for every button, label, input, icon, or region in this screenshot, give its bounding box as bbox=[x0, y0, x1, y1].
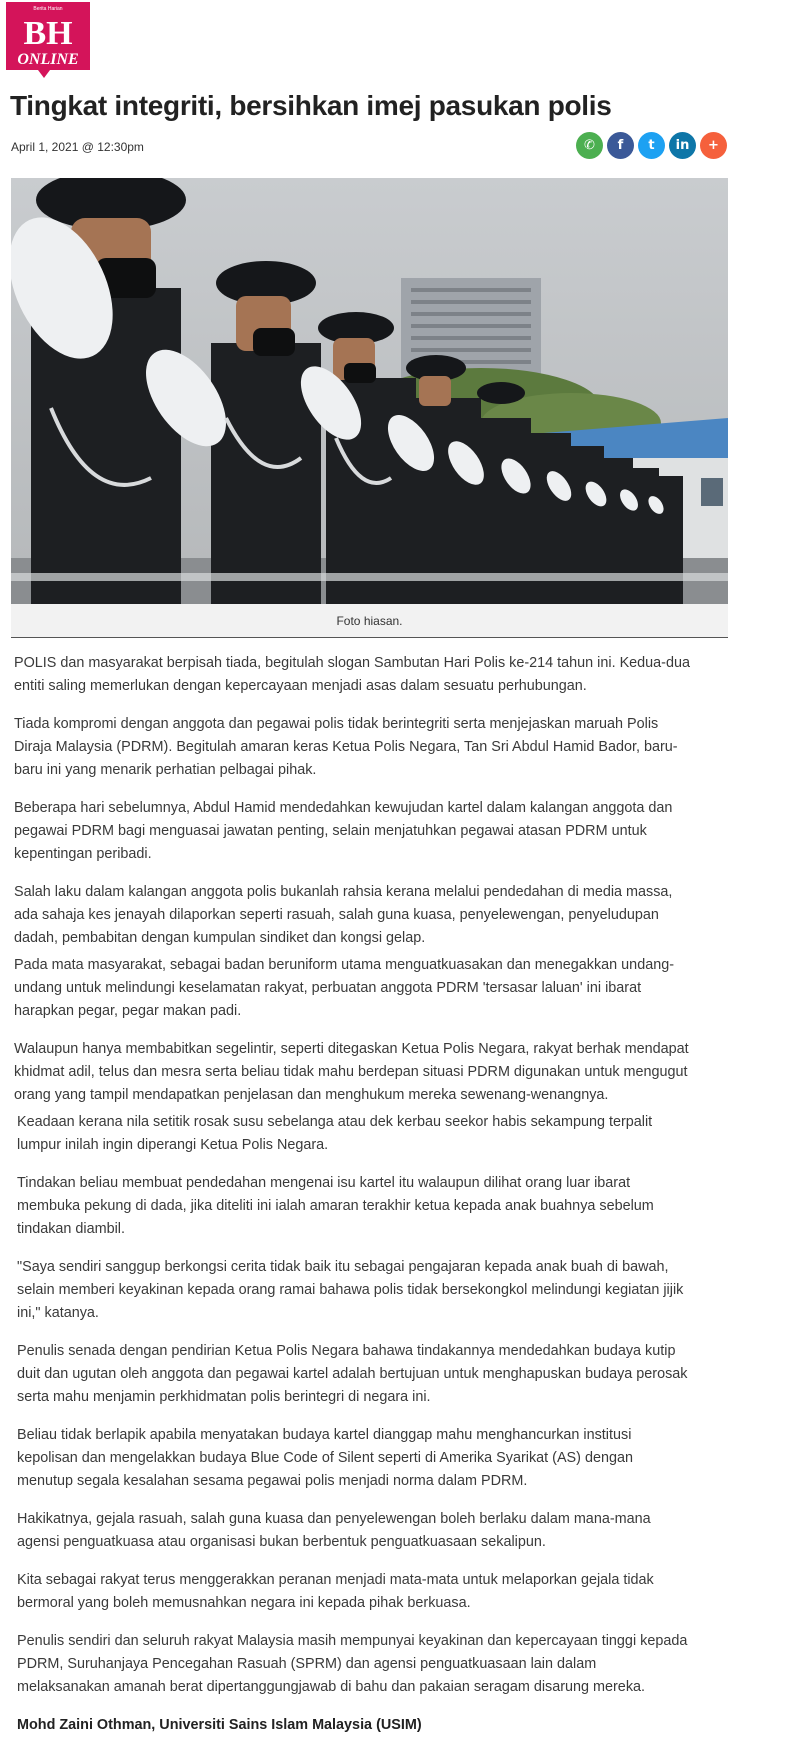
article-paragraph: Beberapa hari sebelumnya, Abdul Hamid mendedahkan kewujudan kartel dalam kalangan anggota dan pegawai PDRM bagi menguasai jawatan penting, selain menjatuhkan pegawai atasan PDRM untuk kepentingan peribadi. bbox=[14, 800, 673, 862]
article-paragraph: "Saya sendiri sanggup berkongsi cerita tidak baik itu sebagai pengajaran kepada anak buah di bawah, selain memberi keyakinan kepada orang ramai bahawa polis tidak bersekongkol melindungi kegiatan jijik ini," katanya. bbox=[17, 1259, 684, 1321]
linkedin-share-button[interactable] bbox=[669, 132, 696, 159]
logo-sub: ONLINE bbox=[17, 51, 79, 68]
article-paragraph: Penulis senada dengan pendirian Ketua Polis Negara bahawa tindakannya mendedahkan budaya kutip duit dan ugutan oleh anggota dan pegawai kartel adalah bertujuan untuk menghapuskan budaya perosak serta mahu menjamin perkhidmatan polis berintegri di negara ini. bbox=[17, 1343, 688, 1405]
article-paragraph: POLIS dan masyarakat berpisah tiada, begitulah slogan Sambutan Hari Polis ke-214 tahun ini. Kedua-dua entiti saling memerlukan dengan kepercayaan menjadi asas dalam sesuatu perhubungan. bbox=[14, 655, 690, 694]
logo-text: BH bbox=[23, 15, 73, 52]
police-parade-photo bbox=[11, 178, 728, 604]
linkedin-icon: in bbox=[675, 138, 690, 153]
twitter-share-button[interactable] bbox=[638, 132, 665, 159]
facebook-icon: f bbox=[617, 138, 624, 153]
article-paragraph: Tiada kompromi dengan anggota dan pegawai polis tidak berintegriti serta menjejaskan maruah Polis Diraja Malaysia (PDRM). Begitulah amaran keras Ketua Polis Negara, Tan Sri Abdul Hamid Bador, baru-baru ini yang menarik perhatian pelbagai pihak. bbox=[14, 716, 678, 778]
facebook-share-button[interactable] bbox=[607, 132, 634, 159]
twitter-icon: t bbox=[648, 138, 655, 153]
more-icon: + bbox=[708, 138, 719, 153]
article-photo bbox=[11, 178, 728, 604]
article-author: Mohd Zaini Othman, Universiti Sains Islam Malaysia (USIM) bbox=[17, 1717, 422, 1733]
article-paragraph: Walaupun hanya membabitkan segelintir, seperti ditegaskan Ketua Polis Negara, rakyat berhak mendapat khidmat adil, telus dan mesra serta beliau tidak mahu berdepan situasi PDRM digunakan untuk mengugut orang yang tampil mendapatkan penjelasan dan menghukum mereka sewenang-wenangnya. bbox=[14, 1041, 689, 1103]
article-paragraph: Pada mata masyarakat, sebagai badan beruniform utama menguatkuasakan dan menegakkan undang-undang untuk melindungi keselamatan rakyat, perbuatan anggota PDRM 'tersasar laluan' ini ibarat harapkan pegar, pegar makan padi. bbox=[14, 957, 674, 1019]
site-logo[interactable] bbox=[6, 2, 90, 82]
whatsapp-icon: ✆ bbox=[584, 138, 595, 153]
article-body bbox=[14, 652, 690, 1752]
article-paragraph: Salah laku dalam kalangan anggota polis bukanlah rahsia kerana melalui pendedahan di media massa, ada sahaja kes jenayah dilaporkan seperti rasuah, salah guna kuasa, penyelewengan, penyeludupan dadah, pembabitan dengan kumpulan sindiket dan kongsi gelap. bbox=[14, 884, 673, 946]
article-paragraph: Tindakan beliau membuat pendedahan mengenai isu kartel itu walaupun dilihat orang luar ibarat membuka pekung di dada, jika diteliti ini ialah amaran terakhir ketua kepada anak buahnya sebelum tindakan diambil. bbox=[17, 1175, 654, 1237]
whatsapp-share-button[interactable] bbox=[576, 132, 603, 159]
article-paragraph: Hakikatnya, gejala rasuah, salah guna kuasa dan penyelewengan boleh berlaku dalam mana-mana agensi penguatkuasa atau organisasi bukan berbentuk penguatkuasaan sekalipun. bbox=[17, 1511, 651, 1550]
bh-logo-icon bbox=[6, 2, 90, 82]
article-date: April 1, 2021 @ 12:30pm bbox=[11, 140, 144, 154]
article-paragraph: Beliau tidak berlapik apabila menyatakan budaya kartel dianggap mahu menghancurkan institusi kepolisan dan mengelakkan budaya Blue Code of Silent seperti di Amerika Syarikat (AS) dengan menutup segala kesalahan sesama pegawai polis menjadi norma dalam PDRM. bbox=[17, 1427, 633, 1489]
share-bar bbox=[576, 132, 727, 159]
logo-tagline: Berita Harian bbox=[33, 6, 63, 12]
photo-caption: Foto hiasan. bbox=[11, 604, 728, 638]
article-paragraph: Kita sebagai rakyat terus menggerakkan peranan menjadi mata-mata untuk melaporkan gejala tidak bermoral yang boleh memusnahkan negara ini kepada pihak berkuasa. bbox=[17, 1572, 654, 1611]
more-share-button[interactable] bbox=[700, 132, 727, 159]
article-paragraph: Keadaan kerana nila setitik rosak susu sebelanga atau dek kerbau seekor habis sekampung terpalit lumpur inilah ingin diperangi Ketua Polis Negara. bbox=[17, 1114, 653, 1153]
article-paragraph: Penulis sendiri dan seluruh rakyat Malaysia masih mempunyai keyakinan dan kepercayaan tinggi kepada PDRM, Suruhanjaya Pencegahan Rasuah (SPRM) dan agensi penguatkuasaan lain dalam melaksanakan amanah berat dipertanggungjawab di bahu dan pakaian seragam disarung mereka. bbox=[17, 1633, 688, 1695]
article-title: Tingkat integriti, bersihkan imej pasukan polis bbox=[10, 90, 612, 121]
